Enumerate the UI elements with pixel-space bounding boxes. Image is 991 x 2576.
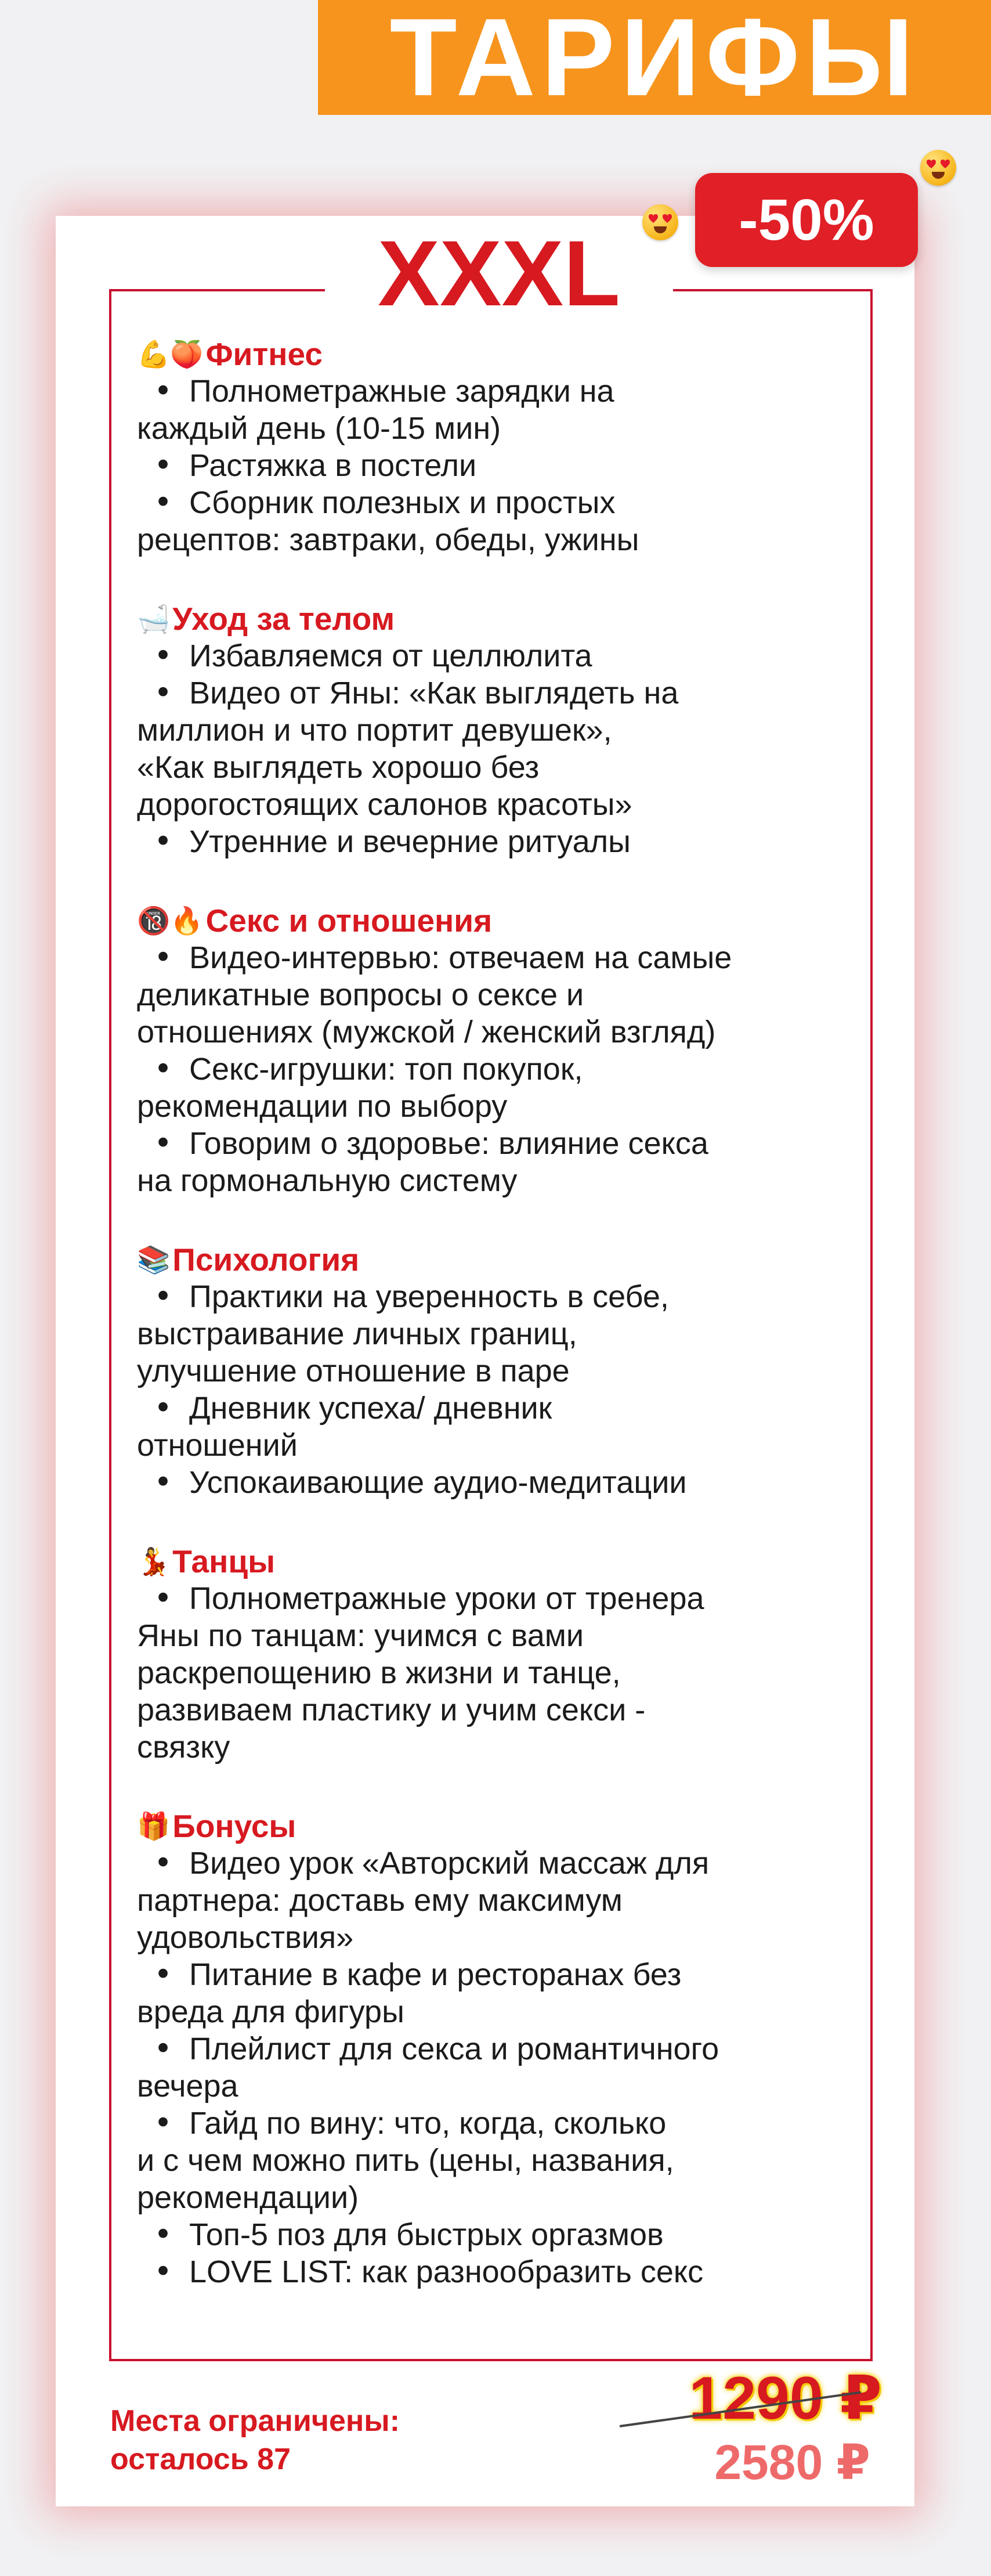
old-price: 2580 ₽ (714, 2435, 870, 2490)
list-item-continued: партнера: доставь ему максимум (137, 1883, 623, 1918)
section-body-care (137, 600, 868, 860)
list-item: • Видео от Яны: «Как выглядеть на (154, 674, 679, 711)
section-title (137, 335, 868, 373)
section-title (137, 1241, 868, 1278)
section-title-text: Психология (172, 1242, 360, 1278)
discount-badge (695, 173, 918, 267)
availability-line-1: Места ограничены: (110, 2404, 400, 2438)
list-item-continued: отношениях (мужской / женский взгляд) (137, 1015, 716, 1049)
list-item: • Сборник полезных и простых (154, 484, 616, 521)
section-relationships (137, 902, 868, 1199)
list-item-continued: развиваем пластику и учим секси - (137, 1693, 646, 1727)
current-price: 1290 ₽ (689, 2365, 882, 2432)
list-item-continued: улучшение отношение в паре (137, 1354, 570, 1388)
section-title-text: Фитнес (205, 336, 323, 372)
list-item: • Говорим о здоровье: влияние секса (154, 1125, 708, 1161)
section-fitness (137, 335, 868, 558)
section-title (137, 600, 868, 637)
availability-line-2: осталось 87 (110, 2442, 291, 2476)
list-item-continued: удовольствия» (137, 1920, 354, 1955)
list-item: • Плейлист для секса и романтичного (154, 2030, 719, 2067)
section-dance (137, 1543, 868, 1766)
list-item: • Успокаивающие аудио-медитации (154, 1464, 687, 1500)
dancer-icon: 💃 (137, 1546, 171, 1577)
section-title-text: Бонусы (172, 1808, 296, 1844)
list-item: • Практики на уверенность в себе, (154, 1278, 669, 1315)
list-item-continued: рекомендации по выбору (137, 1089, 508, 1124)
section-psychology (137, 1241, 868, 1501)
list-item-continued: каждый день (10-15 мин) (137, 411, 501, 446)
list-item: • Секс-игрушки: топ покупок, (154, 1051, 583, 1087)
section-title (137, 902, 868, 939)
list-item-continued: «Как выглядеть хорошо без (137, 750, 540, 785)
plan-name: XXXL (325, 224, 673, 323)
list-item: • Дневник успеха/ дневник (154, 1390, 552, 1426)
list-item: • Питание в кафе и ресторанах без (154, 1956, 682, 1993)
list-item: • Топ-5 поз для быстрых оргазмов (154, 2216, 664, 2253)
list-item-continued: выстраивание личных границ, (137, 1316, 577, 1351)
list-item: • Видео урок «Авторский массаж для (154, 1845, 710, 1881)
list-item: • Утренние и вечерние ритуалы (154, 823, 631, 860)
section-title-text: Секс и отношения (205, 903, 493, 939)
list-item-continued: отношений (137, 1428, 298, 1463)
heart-eyes-emoji-icon (642, 204, 678, 240)
list-item: • Гайд по вину: что, когда, сколько (154, 2105, 667, 2141)
list-item-continued: рекомендации) (137, 2180, 359, 2215)
list-item-continued: вечера (137, 2069, 238, 2104)
list-item-continued: и с чем можно пить (цены, названия, (137, 2143, 674, 2178)
list-item-continued: Яны по танцам: учимся с вами (137, 1618, 584, 1653)
list-item: • Видео-интервью: отвечаем на самые (154, 939, 732, 976)
list-item-continued: деликатные вопросы о сексе и (137, 977, 584, 1012)
section-title (137, 1807, 868, 1845)
bathtub-icon: 🛁 (137, 603, 171, 634)
list-item-continued: связку (137, 1730, 230, 1765)
muscle-peach-icon: 💪🍑 (137, 338, 204, 370)
page-title: ТАРИФЫ (389, 0, 920, 119)
adults-only-fire-icon: 🔞🔥 (137, 905, 204, 936)
section-bonuses (137, 1807, 868, 2290)
books-icon: 📚 (137, 1244, 171, 1275)
list-item: • Избавляемся от целлюлита (154, 637, 592, 674)
list-item-continued: миллион и что портит девушек», (137, 713, 612, 748)
features-list (137, 335, 868, 2332)
section-title-text: Уход за телом (172, 601, 395, 637)
list-item-continued: вреда для фигуры (137, 1994, 404, 2029)
list-item: • Растяжка в постели (154, 447, 477, 484)
list-item-continued: дорогостоящих салонов красоты» (137, 787, 632, 822)
list-item: • LOVE LIST: как разнообразить секс (154, 2253, 704, 2290)
section-title (137, 1543, 868, 1580)
availability-note (110, 2402, 516, 2478)
section-title-text: Танцы (172, 1543, 276, 1579)
list-item-continued: раскрепощению в жизни и танце, (137, 1655, 621, 1690)
title-banner (318, 0, 991, 119)
list-item: • Полнометражные уроки от тренера (154, 1580, 704, 1617)
heart-eyes-emoji-icon (920, 150, 956, 186)
list-item: • Полнометражные зарядки на (154, 373, 614, 409)
list-item-continued: на гормональную систему (137, 1163, 518, 1198)
discount-label: -50% (739, 187, 874, 252)
list-item-continued: рецептов: завтраки, обеды, ужины (137, 522, 639, 557)
gift-icon: 🎁 (137, 1810, 171, 1842)
